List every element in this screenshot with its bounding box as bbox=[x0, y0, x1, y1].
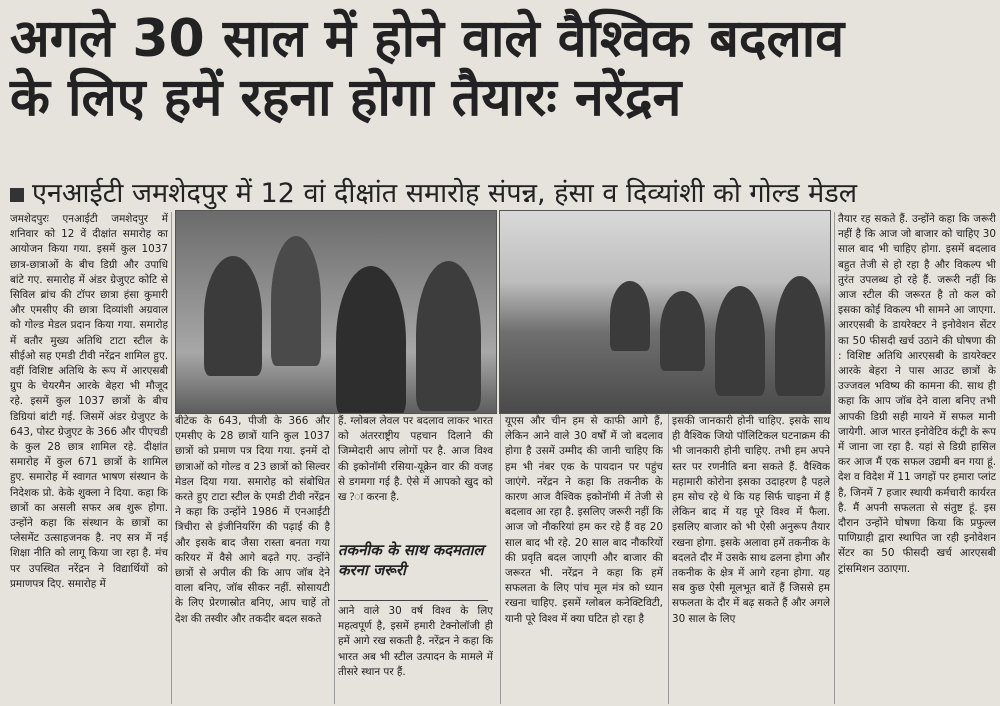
deck bbox=[10, 173, 995, 210]
column-3b-text: आने वाले 30 वर्ष विश्व के लिए महत्वपूर्ण है, इसमें हमारी टेक्नोलॉजी ही हमें आगे रख सकती है. नरेंद्रन ने कहा कि भारत अब भी स्टील उत्पादन के मामले में तीसरे स्थान पर हैं. bbox=[338, 605, 493, 678]
article-column-5 bbox=[672, 414, 830, 704]
column-3-text: हैं. ग्लोबल लेवल पर बदलाव लाकर भारत को अंतरराष्ट्रीय पहचान दिलाने की जिम्मेदारी आप लोगों पर है. आज विश्व की इकोनॉमी रसिया-यूक्रेन वार की वजह से डगमगा गई है. ऐसे में आपको खुद को ख ?ा करना है. bbox=[338, 415, 493, 504]
column-2-text: बीटेक के 643, पीजी के 366 और एमसीए के 28 छात्रों यानि कुल 1037 छात्रों को प्रमाण पत्र दिया गया. इनमें दो छात्राओं को गोल्ड व 23 छात्रों को सिल्वर मेडल दिया गया. समारोह को संबोधित करते हुए टाटा स्टील के एमडी टीवी नरेंद्रन ने कहा कि उन्होंने 1986 में एनआईटी त्रिचीरा से इंजीनियरिंग की पढ़ाई की है और इसके बाद जैसा रास्ता बनता गया करियर में वैसे आगे बढ़ते गए. उन्होंने छात्रों से अपील की कि आप जॉब देने वाला बनिए, जॉब सीकर नहीं. सोसायटी के लिए प्रेरणास्रोत बनिए, आप चाहें तो देश की तस्वीर और तकदीर बदल सकते bbox=[175, 415, 330, 625]
subheading-divider bbox=[338, 600, 488, 601]
headline-line-1: अगले 30 साल में होने वाले वैश्विक बदलाव bbox=[10, 9, 845, 69]
column-divider bbox=[668, 414, 669, 704]
column-5-text: इसकी जानकारी होनी चाहिए. इसके साथ ही वैश्विक जियो पॉलिटिकल घटनाक्रम की भी जानकारी होनी चाहिए. तभी हम अपने स्तर पर रणनीति बना सकते हैं. वैश्विक महामारी कोरोना इसका उदाहरण है पहले हम सोच रहे थे कि यह सिर्फ चाइना में हैं लेकिन बाद में यह पूरे विश्व में फैला. इसलिए बाजार को भी ऐसी अनुरूप तैयार रखना होगा. इसके अलावा हमें तकनीक के बदलते दौर में उसके साथ ढलना होगा और तकनीक के क्षेत्र में आगे रहना होगा. यह सब कुछ ऐसी मूलभूत बातें हैं जिससे हम सफलता के दौर में बढ़ सकते हैं और अगले 30 साल के लिए bbox=[672, 415, 830, 625]
article-column-6 bbox=[838, 212, 996, 704]
column-divider bbox=[834, 212, 835, 704]
bullet-square-icon bbox=[10, 188, 24, 202]
dignitaries-photo bbox=[175, 210, 497, 414]
headline bbox=[10, 9, 995, 128]
column-divider bbox=[171, 212, 172, 704]
article-column-3b bbox=[338, 604, 493, 704]
audience-photo bbox=[499, 210, 831, 414]
column-divider bbox=[334, 414, 335, 704]
subheading: तकनीक के साथ कदमताल करना जरूरी bbox=[338, 541, 484, 579]
column-4-text: यूएस और चीन हम से काफी आगे हैं, लेकिन आने वाले 30 वर्षों में जो बदलाव होगा है उसमें उम्मीद की जानी चाहिए कि हम भी नंबर एक के पायदान पर पहुंच जाएंगे. नरेंद्रन ने कहा कि तकनीक के कारण आज वैश्विक इकोनॉमी में तेजी से बदलाव आ रहा है. इसलिए जरूरी नहीं कि आज जो नौकरियां हम कर रहे हैं वह 20 साल बाद भी रहे. 20 साल बाद नौकरियों की प्रवृति बदल जाएगी और बाजार की जरूरत भी. नरेंद्रन ने कहा कि हमें सफलता के लिए पांच मूल मंत्र को ध्यान रखना चाहिए. इसमें ग्लोबल कनेक्टिविटी, यानी पूरे विश्व में क्या घटित हो रहा है bbox=[505, 415, 663, 625]
article-column-3 bbox=[338, 414, 493, 534]
column-1-text: जमशेदपुरः एनआईटी जमशेदपुर में शनिवार को 12 वें दीक्षांत समारोह का आयोजन किया गया. इसमें कुल 1037 छात्र-छात्राओं के बीच डिग्री और उपाधि बांटे गए. समारोह में अंडर ग्रेजुएट कोटि से सिविल ब्रांच की टॉपर छात्रा हंसा कुमारी और एमसीए की छात्रा दिव्यांशी अग्रवाल को गोल्ड मेडल प्रदान किया गया. समारोह में बतौर मुख्य अतिथि टाटा स्टील के सीईओ सह एमडी टीवी नरेंद्रन शामिल हुए. वहीं विशिष्ट अतिथि के रूप में आरएसबी ग्रुप के चेयरमैन आरके बेहरा भी मौजूद रहे. इसमें कुल 1037 छात्रों के बीच डिग्रियां बांटी गई. जिसमें अंडर ग्रेजुएट के 643, पोस्ट ग्रेजुएट के 366 और पीएचडी के कुल 28 छात्र शामिल रहे. दीक्षांत समारोह में कुल 671 छात्रों के शामिल हुए. समारोह में स्वागत भाषण संस्थान के निदेशक प्रो. केके शुक्ला ने दिया. कहा कि छात्रों का असली सफर अब शुरू होगा. उन्होंने कहा कि संस्थान के छात्रों का प्लेसमेंट उत्साहजनक है. नए सत्र में नई शिक्षा नीति को लागू किया जा रहा है. मंच पर उपस्थित नरेंद्रन ने विद्यार्थियों को प्रमाणपत्र दिए. समारोह में bbox=[10, 213, 168, 590]
column-divider bbox=[500, 414, 501, 704]
article-column-4 bbox=[505, 414, 663, 704]
headline-line-2: के लिए हमें रहना होगा तैयारः नरेंद्रन bbox=[10, 67, 682, 128]
article-column-1 bbox=[10, 212, 168, 704]
deck-text: एनआईटी जमशेदपुर में 12 वां दीक्षांत समारोह संपन्न, हंसा व दिव्यांशी को गोल्ड मेडल bbox=[32, 178, 858, 209]
column-6-text: तैयार रह सकते हैं. उन्होंने कहा कि जरूरी नहीं है कि आज जो बाजार को चाहिए 30 साल बाद भी चाहिए होगा. इसमें बदलाव बहुत तेजी से हो रहा है और विकल्प भी तुरंत उपलब्ध हो रहे हैं. जरूरी नहीं कि आज स्टील की जरूरत है तो कल को इसका कोई विकल्प भी सामने आ जाएगा. आरएसबी के डायरेक्टर ने इनोवेशन सेंटर का 50 फीसदी खर्च उठाने की घोषणा की : विशिष्ट अतिथि आरएसबी के डायरेक्टर आरके बेहरा ने पास आउट छात्रों के उज्जवल भविष्य की कामना की. साथ ही कहा कि आप जॉब देने वाला बनिए तभी आपकी डिग्री सही मायने में सफल मानी जायेगी. आज भारत इनोवेटिव कंट्री के रूप में जाना जा रहा है. यहां से डिग्री हासिल कर आज मैं एक सफल उद्यमी बन गया हूं. देश व विदेश में 11 जगहों पर हमारा प्लांट है, जिनमें 7 हजार स्थायी कर्मचारी कार्यरत है. मैं अपनी सफलता से संतुष्ट हूं. इस दौरान उन्होंने घोषणा किया कि प्रफुल्ल पाणिग्राही द्वारा स्थापित जा रही इनोवेशन सेंटर का 50 फीसदी खर्च आरएसबी ट्रांसमिशन उठाएगा. bbox=[838, 213, 996, 575]
article-column-2 bbox=[175, 414, 330, 704]
